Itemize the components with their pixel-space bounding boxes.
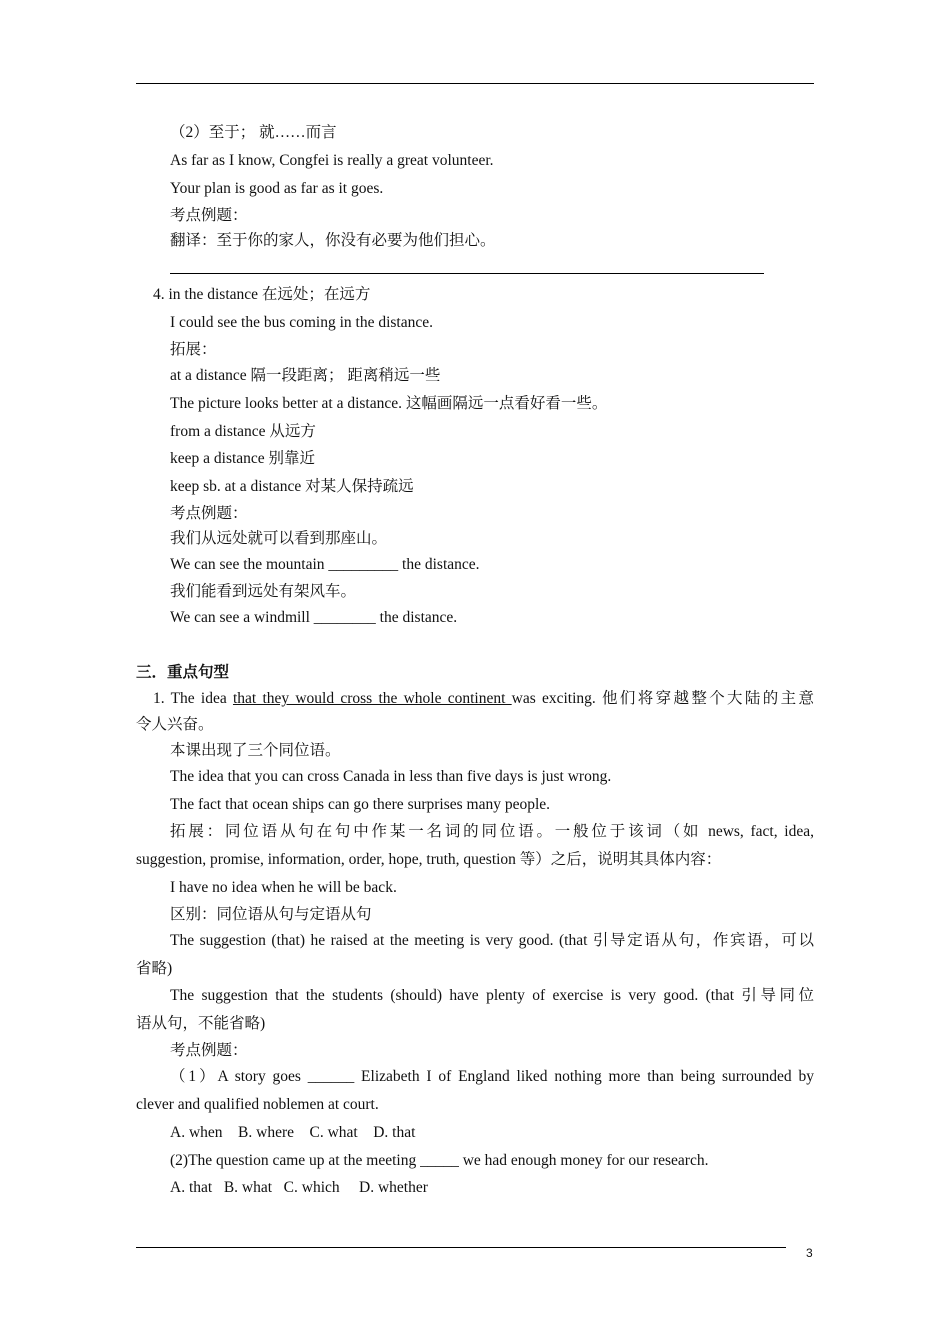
question-1-stem: （1）A story goes ______ Elizabeth I of England liked nothing more than being surrounded by bbox=[170, 1068, 814, 1085]
text-line: （2）至于； 就……而言 bbox=[170, 124, 337, 141]
page-number: 3 bbox=[806, 1246, 813, 1260]
text-line: 我们能看到远处有架风车。 bbox=[170, 583, 357, 600]
text-line: I could see the bus coming in the distance. bbox=[170, 314, 434, 331]
text-line: 本课出现了三个同位语。 bbox=[170, 742, 341, 759]
text-line: The fact that ocean ships can go there surprises many people. bbox=[170, 796, 551, 813]
text-line: We can see a windmill ________ the distance. bbox=[170, 609, 458, 626]
text-span: 1. The idea bbox=[153, 690, 233, 707]
text-line: The suggestion that the students (should) have plenty of exercise is very good. (that 引导同位 bbox=[170, 987, 814, 1004]
header-rule bbox=[136, 83, 814, 84]
text-line: As far as I know, Congfei is really a great volunteer. bbox=[170, 152, 494, 169]
question-1-stem-cont: clever and qualified noblemen at court. bbox=[136, 1096, 379, 1113]
underlined-clause: that they would cross the whole continent bbox=[232, 690, 512, 707]
text-line: 省略) bbox=[136, 960, 173, 977]
option: D. that bbox=[373, 1124, 416, 1141]
answer-blank-line bbox=[170, 273, 764, 274]
text-line: 考点例题： bbox=[170, 505, 248, 522]
section-heading: 三．重点句型 bbox=[136, 664, 230, 681]
text-line: 拓展： bbox=[170, 341, 217, 358]
footer-rule bbox=[136, 1247, 786, 1248]
question-2-stem: (2)The question came up at the meeting _____ we had enough money for our research. bbox=[170, 1152, 709, 1169]
option: D. whether bbox=[359, 1179, 428, 1196]
option: A. that bbox=[170, 1179, 213, 1196]
text-line: 令人兴奋。 bbox=[136, 716, 214, 733]
text-line: 我们从远处就可以看到那座山。 bbox=[170, 530, 388, 547]
text-line: The suggestion (that) he raised at the meeting is very good. (that 引导定语从句，作宾语，可以 bbox=[170, 932, 814, 949]
text-line: 区别：同位语从句与定语从句 bbox=[170, 906, 372, 923]
text-line: keep a distance 别靠近 bbox=[170, 450, 316, 467]
text-line: 考点例题： bbox=[170, 1042, 248, 1059]
text-line: at a distance 隔一段距离； 距离稍远一些 bbox=[170, 367, 441, 384]
text-line bbox=[153, 689, 814, 709]
text-line: Your plan is good as far as it goes. bbox=[170, 180, 384, 197]
text-line: I have no idea when he will be back. bbox=[170, 879, 397, 896]
text-span: was exciting. 他们将穿越整个大陆的主意 bbox=[511, 690, 814, 707]
text-line: 拓展：同位语从句在句中作某一名词的同位语。一般位于该词（如 news, fact, idea, bbox=[170, 823, 814, 840]
option: C. which bbox=[283, 1179, 340, 1196]
question-2-options bbox=[170, 1178, 428, 1198]
text-line: from a distance 从远方 bbox=[170, 423, 316, 440]
text-line: The idea that you can cross Canada in less than five days is just wrong. bbox=[170, 768, 612, 785]
text-line: keep sb. at a distance 对某人保持疏远 bbox=[170, 478, 414, 495]
text-line: We can see the mountain _________ the distance. bbox=[170, 556, 480, 573]
text-line: 语从句，不能省略) bbox=[136, 1015, 266, 1032]
text-line: 考点例题： bbox=[170, 207, 248, 224]
text-line: suggestion, promise, information, order, hope, truth, question 等）之后，说明其具体内容： bbox=[136, 851, 722, 868]
text-line: 翻译：至于你的家人，你没有必要为他们担心。 bbox=[170, 232, 496, 249]
option: B. what bbox=[223, 1179, 273, 1196]
text-line: The picture looks better at a distance. 这幅画隔远一点看好看一些。 bbox=[170, 395, 608, 412]
option: A. when bbox=[170, 1124, 223, 1141]
question-1-options bbox=[170, 1123, 415, 1143]
option: B. where bbox=[238, 1124, 294, 1141]
text-line: 4. in the distance 在远处；在远方 bbox=[153, 286, 371, 303]
option: C. what bbox=[309, 1124, 358, 1141]
